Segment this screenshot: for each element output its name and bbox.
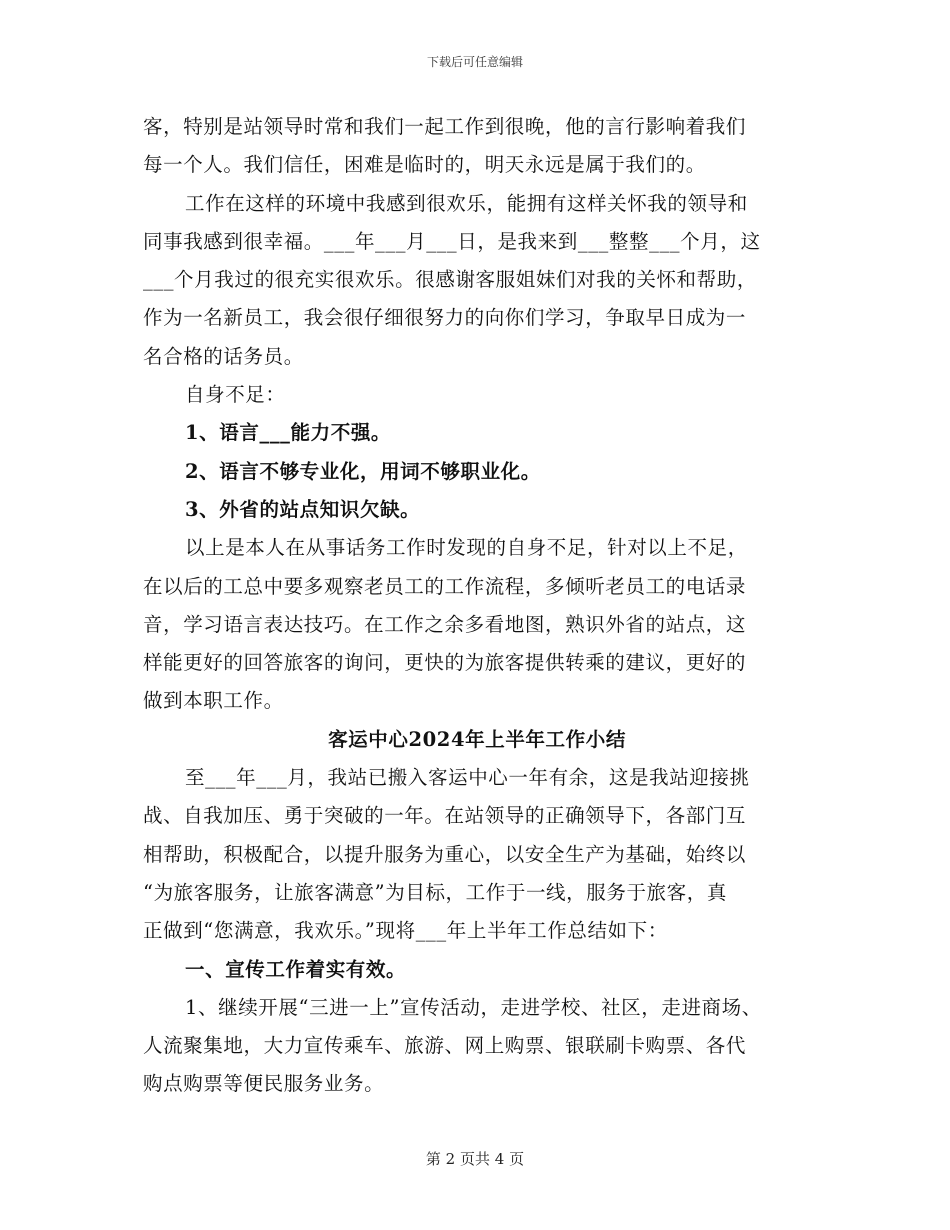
body-line: 同事我感到很幸福。___年___月___日，是我来到___整整___个月，这 bbox=[143, 229, 761, 253]
body-line: 至___年___月，我站已搬入客运中心一年有余，这是我站迎接挑 bbox=[185, 766, 750, 790]
list-item: 2、语言不够专业化，用词不够职业化。 bbox=[185, 459, 541, 483]
body-line: 在以后的工总中要多观察老员工的工作流程，多倾听老员工的电话录 bbox=[143, 574, 747, 598]
list-item: 3、外省的站点知识欠缺。 bbox=[185, 497, 421, 521]
body-line: 工作在这样的环境中我感到很欢乐，能拥有这样关怀我的领导和 bbox=[185, 191, 748, 215]
body-line: 客，特别是站领导时常和我们一起工作到很晚，他的言行影响着我们 bbox=[143, 115, 747, 138]
body-line: 做到本职工作。 bbox=[143, 689, 284, 713]
body-line: 作为一名新员工，我会很仔细很努力的向你们学习，争取早日成为一 bbox=[143, 306, 747, 330]
page-number: 第 2 页共 4 页 bbox=[425, 1150, 525, 1168]
body-line: 购点购票等便民服务业务。 bbox=[143, 1072, 385, 1096]
body-line: 以上是本人在从事话务工作时发现的自身不足，针对以上不足， bbox=[185, 536, 748, 560]
body-line: 样能更好的回答旅客的询问，更快的为旅客提供转乘的建议，更好的 bbox=[143, 651, 747, 675]
body-line: 相帮助，积极配合，以提升服务为重心，以安全生产为基础，始终以 bbox=[143, 842, 747, 866]
body-line: 音，学习语言表达技巧。在工作之余多看地图，熟识外省的站点，这 bbox=[143, 612, 747, 636]
section-heading: 一、宣传工作着实有效。 bbox=[185, 957, 407, 981]
body-line: 每一个人。我们信任，困难是临时的，明天永远是属于我们的。 bbox=[143, 153, 706, 177]
section-label: 自身不足： bbox=[185, 383, 286, 407]
document-body bbox=[143, 108, 811, 1104]
body-line: 1、继续开展“三进一上”宣传活动，走进学校、社区，走进商场、 bbox=[185, 995, 762, 1019]
body-line: 人流聚集地，大力宣传乘车、旅游、网上购票、银联刷卡购票、各代 bbox=[143, 1034, 747, 1058]
list-item: 1、语言___能力不强。 bbox=[185, 421, 392, 445]
body-line: “为旅客服务，让旅客满意”为目标，工作于一线，服务于旅客，真 bbox=[143, 880, 727, 904]
body-line: 正做到“您满意，我欢乐。”现将___年上半年工作总结如下： bbox=[143, 919, 668, 943]
body-line: 名合格的话务员。 bbox=[143, 344, 304, 368]
body-line: ___个月我过的很充实很欢乐。很感谢客服姐妹们对我的关怀和帮助， bbox=[143, 268, 757, 292]
body-line: 战、自我加压、勇于突破的一年。在站领导的正确领导下，各部门互 bbox=[143, 804, 747, 828]
section-title: 客运中心2024年上半年工作小结 bbox=[328, 727, 626, 751]
page-header: 下载后可任意编辑 bbox=[426, 55, 523, 69]
